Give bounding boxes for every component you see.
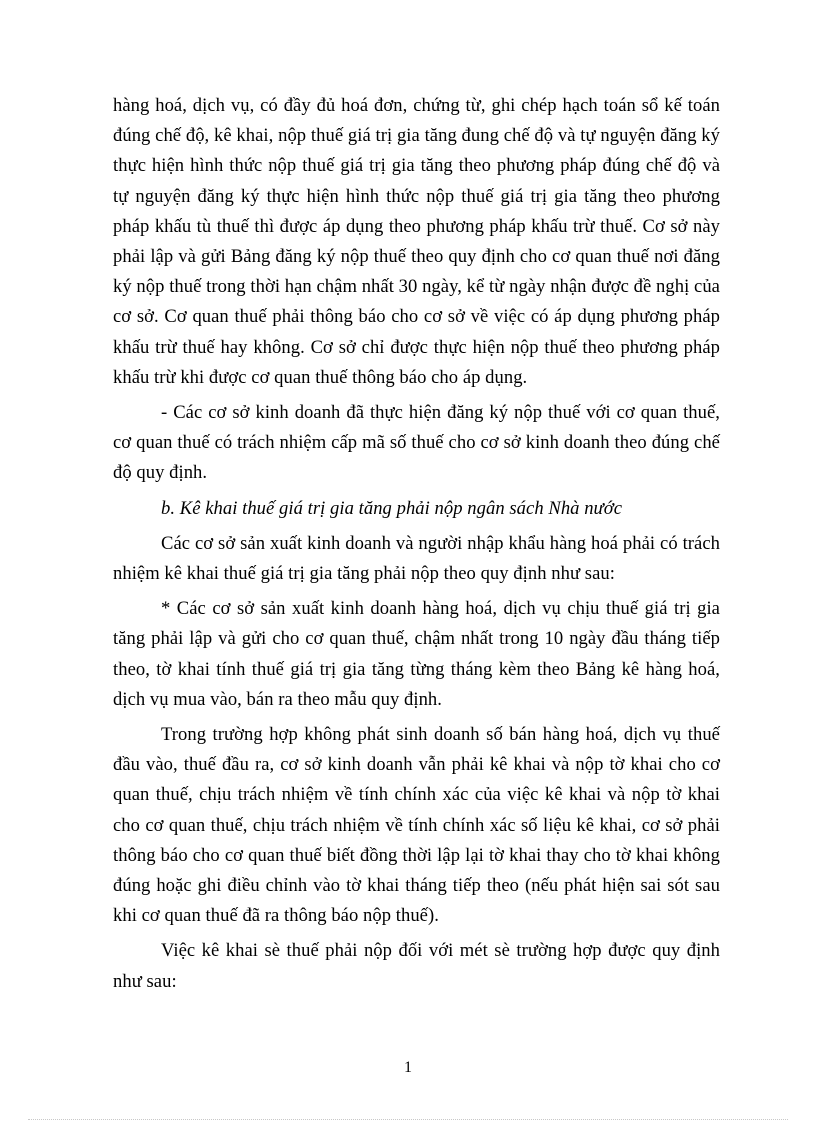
paragraph-continuation: hàng hoá, dịch vụ, có đầy đủ hoá đơn, chứng từ, ghi chép hạch toán sổ kế toán đúng chế độ, kê khai, nộp thuế giá trị gia tăng đung chế độ và tự nguyện đăng ký thực hiện hình thức nộp thuế giá trị gia tăng theo phương pháp đúng chế độ và tự nguyện đăng ký thực hiện hình thức nộp thuế giá trị gia tăng theo phương pháp khấu tù thuế thì được áp dụng theo phương pháp khấu trừ thuế. Cơ sở này phải lập và gửi Bảng đăng ký nộp thuế theo quy định cho cơ quan thuế nơi đăng ký nộp thuế trong thời hạn chậm nhất 30 ngày, kể từ ngày nhận được đề nghị của cơ sở. Cơ quan thuế phải thông báo cho cơ sở về việc có áp dụng phương pháp khấu trừ thuế hay không. Cơ sở chỉ được thực hiện nộp thuế theo phương pháp khấu trừ khi được cơ quan thuế thông báo cho áp dụng. [113,95,720,388]
page-number: 1 [404,1059,412,1076]
paragraph-monthly-declaration: * Các cơ sở sản xuất kinh doanh hàng hoá, dịch vụ chịu thuế giá trị gia tăng phải lập và gửi cho cơ quan thuế, chậm nhất trong 10 ngày đầu tháng tiếp theo, tờ khai tính thuế giá trị gia tăng từng tháng kèm theo Bảng kê hàng hoá, dịch vụ mua vào, bán ra theo mẫu quy định. [113,598,720,710]
section-heading-b: b. Kê khai thuế giá trị gia tăng phải nộp ngân sách Nhà nước [161,497,623,519]
paragraph-declaration-duty: Các cơ sở sản xuất kinh doanh và người nhập khẩu hàng hoá phải có trách nhiệm kê khai thuế giá trị gia tăng phải nộp theo quy định như sau: [113,532,720,585]
page-bottom-border [28,1119,788,1120]
paragraph-no-sales-case: Trong trường hợp không phát sinh doanh số bán hàng hoá, dịch vụ thuế đầu vào, thuế đầu ra, cơ sở kinh doanh vẫn phải kê khai và nộp tờ khai cho cơ quan thuế, chịu trách nhiệm về tính chính xác của việc kê khai và nộp tờ khai cho cơ quan thuế, chịu trách nhiệm về tính chính xác số liệu kê khai, cơ sở phải thông báo cho cơ quan thuế biết đồng thời lập lại tờ khai thay cho tờ khai không đúng hoặc ghi điều chỉnh vào tờ khai tháng tiếp theo (nếu phát hiện sai sót sau khi cơ quan thuế đã ra thông báo nộp thuế). [113,724,720,927]
body-text [113,91,720,997]
paragraph-tax-code-assignment: - Các cơ sở kinh doanh đã thực hiện đăng ký nộp thuế với cơ quan thuế, cơ quan thuế có trách nhiệm cấp mã số thuế cho cơ sở kinh doanh theo đúng chế độ quy định. [113,402,720,484]
paragraph-special-cases: Việc kê khai sè thuế phải nộp đối với mét sè trường hợp được quy định như sau: [113,940,720,992]
